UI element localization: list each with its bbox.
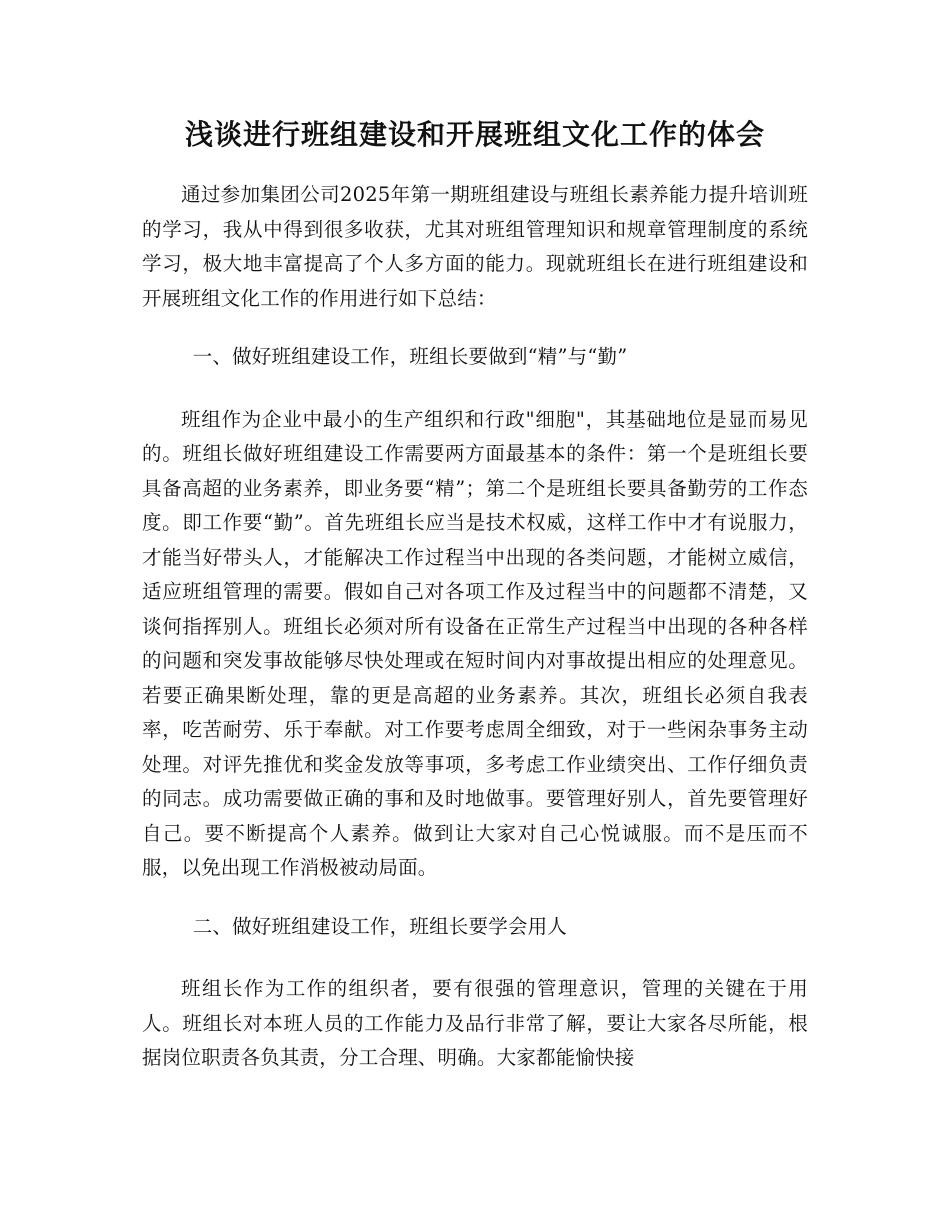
document-title: 浅谈进行班组建设和开展班组文化工作的体会 (184, 118, 765, 151)
section-2-heading: 二、做好班组建设工作，班组长要学会用人 (192, 914, 567, 938)
intro-paragraph: 通过参加集团公司2025年第一期班组建设与班组长素养能力提升培训班的学习，我从中得到很多收获，尤其对班组管理知识和规章管理制度的系统学习，极大地丰富提高了个人多方面的能力。现就班组长在进行班组建设和开展班组文化工作的作用进行如下总结： (142, 183, 808, 310)
section-1-heading: 一、做好班组建设工作，班组长要做到“精”与“勤” (192, 345, 628, 368)
section-1-body: 班组作为企业中最小的生产组织和行政"细胞"，其基础地位是显而易见的。班组长做好班组建设工作需要两方面最基本的条件：第一个是班组长要具备高超的业务素养，即业务要“精”；第二个是班组长要具备勤劳的工作态度。即工作要“勤”。首先班组长应当是技术权威，这样工作中才有说服力，才能当好带头人，才能解决工作过程当中出现的各类问题，才能树立威信，适应班组管理的需要。假如自己对各项工作及过程当中的问题都不清楚，又谈何指挥别人。班组长必须对所有设备在正常生产过程当中出现的各种各样的问题和突发事故能够尽快处理或在短时间内对事故提出相应的处理意见。若要正确果断处理，靠的更是高超的业务素养。其次，班组长必须自我表率，吃苦耐劳、乐于奉献。对工作要考虑周全细致，对于一些闲杂事务主动处理。对评先推优和奖金发放等事项，多考虑工作业绩突出、工作仔细负责的同志。成功需要做正确的事和及时地做事。要管理好别人，首先要管理好自己。要不断提高个人素养。做到让大家对自己心悦诚服。而不是压而不服，以免出现工作消极被动局面。 (142, 407, 808, 879)
section-2-body: 班组长作为工作的组织者，要有很强的管理意识，管理的关键在于用人。班组长对本班人员的工作能力及品行非常了解，要让大家各尽所能，根据岗位职责各负其责，分工合理、明确。大家都能愉快接 (142, 977, 808, 1069)
